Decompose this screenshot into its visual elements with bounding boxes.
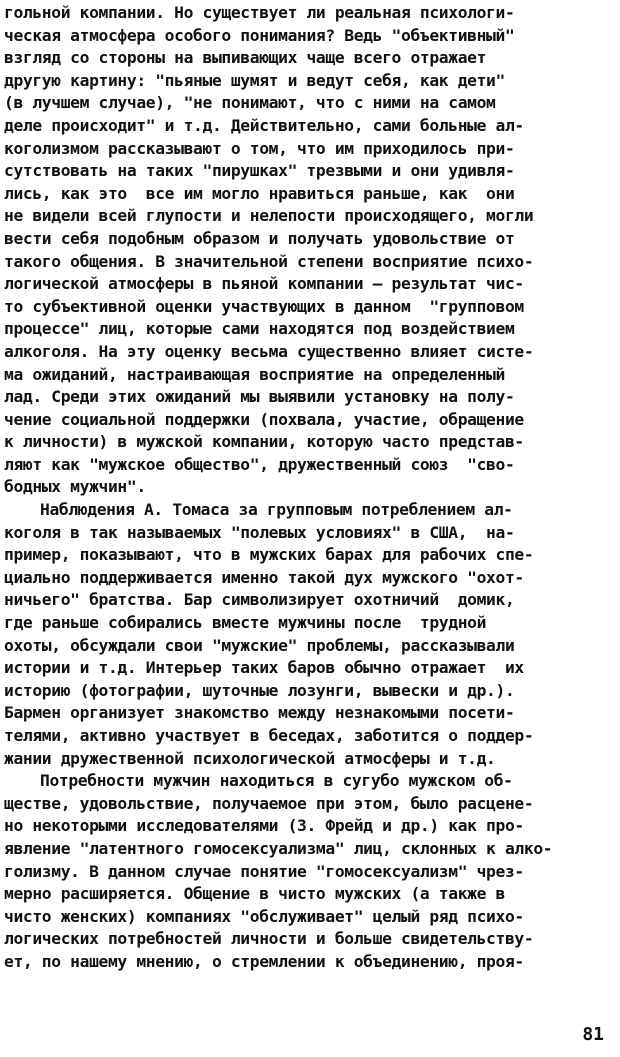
text-line: коголизмом рассказывают о том, что им приходилось при-: [4, 138, 515, 158]
body-text: [4, 2, 616, 974]
text-line: пример, показывают, что в мужских барах для рабочих спе-: [4, 545, 534, 565]
text-line: ет, по нашему мнению, о стремлении к объединению, проя-: [4, 951, 524, 971]
text-line: ществе, удовольствие, получаемое при этом, было расцене-: [4, 793, 534, 813]
text-line: к личности) в мужской компании, которую часто представ-: [4, 432, 524, 452]
text-line: взгляд со стороны на выпивающих чаще всего отражает: [4, 48, 487, 68]
text-line: Бармен организует знакомство между незнакомыми посети-: [4, 703, 515, 723]
text-line: вести себя подобным образом и получать удовольствие от: [4, 228, 515, 248]
text-line: мерно расширяется. Общение в чисто мужских (а также в: [4, 884, 505, 904]
text-line: лись, как это все им могло нравиться раньше, как они: [4, 183, 515, 203]
text-line: ма ожиданий, настраивающая восприятие на определенный: [4, 364, 505, 384]
text-line: где раньше собирались вместе мужчины после трудной: [4, 613, 487, 633]
text-line: явление "латентного гомосексуализма" лиц, склонных к алко-: [4, 838, 553, 858]
text-line: но некоторыми исследователями (З. Фрейд и др.) как про-: [4, 816, 524, 836]
text-line: коголя в так называемых "полевых условиях" в США, на-: [4, 522, 515, 542]
text-line: лад. Среди этих ожиданий мы выявили установку на полу-: [4, 387, 515, 407]
text-line: ческая атмосфера особого понимания? Ведь "объективный": [4, 25, 515, 45]
text-line: истории и т.д. Интерьер таких баров обычно отражает их: [4, 658, 524, 678]
text-line: не видели всей глупости и нелепости происходящего, могли: [4, 206, 534, 226]
text-line: (в лучшем случае), "не понимают, что с ними на самом: [4, 93, 496, 113]
paragraph-start-line: Наблюдения А. Томаса за групповым потреблением ал-: [40, 500, 513, 520]
text-line: деле происходит" и т.д. Действительно, сами больные ал-: [4, 115, 524, 135]
text-line: гольной компании. Но существует ли реальная психологи-: [4, 3, 515, 22]
text-line: историю (фотографии, шуточные лозунги, вывески и др.).: [4, 680, 515, 700]
text-line: чисто женских) компаниях "обслуживает" целый ряд психо-: [4, 906, 524, 926]
paragraph-start-line: Потребности мужчин находиться в сугубо мужском об-: [40, 771, 513, 791]
text-line: другую картину: "пьяные шумят и ведут себя, как дети": [4, 70, 505, 90]
text-line: охоты, обсуждали свои "мужские" проблемы, рассказывали: [4, 635, 515, 655]
text-line: логической атмосферы в пьяной компании – результат чис-: [4, 274, 524, 294]
text-line: сутствовать на таких "пирушках" трезвыми и они удивля-: [4, 161, 515, 181]
text-line: чение социальной поддержки (похвала, участие, обращение: [4, 409, 524, 429]
text-line: голизму. В данном случае понятие "гомосексуализм" чрез-: [4, 861, 524, 881]
text-line: ничьего" братства. Бар символизирует охотничий домик,: [4, 590, 515, 610]
text-line: жании дружественной психологической атмосферы и т.д.: [4, 748, 496, 768]
text-line: алкоголя. На эту оценку весьма существенно влияет систе-: [4, 341, 534, 361]
text-line: бодных мужчин".: [4, 477, 146, 497]
text-line: процессе" лиц, которые сами находятся под воздействием: [4, 319, 515, 339]
text-line: такого общения. В значительной степени восприятие психо-: [4, 251, 534, 271]
text-line: ляют как "мужское общество", дружественный союз "сво-: [4, 454, 515, 474]
page-number: 81: [582, 1024, 604, 1045]
text-line: телями, активно участвует в беседах, заботится о поддер-: [4, 726, 534, 745]
text-line: циально поддерживается именно такой дух мужского "охот-: [4, 567, 524, 587]
text-line: логических потребностей личности и больше свидетельству-: [4, 929, 534, 949]
text-line: то субъективной оценки участвующих в данном "групповом: [4, 296, 524, 316]
